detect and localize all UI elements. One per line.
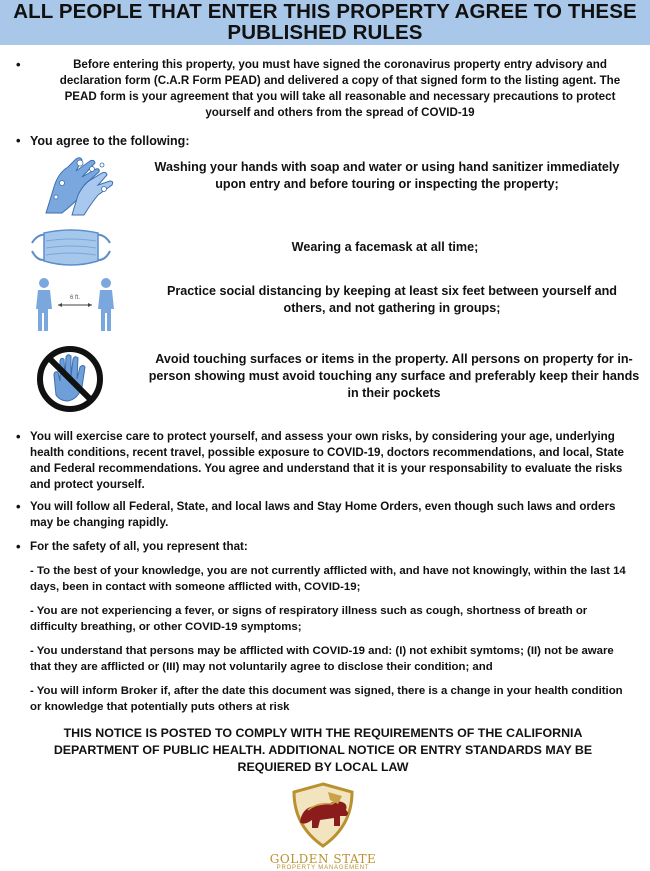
representation-item: - You understand that persons may be afflicted with COVID-19 and: (I) not exhibit symtoms; (II) not be aware that they are afflicted or (III) may not voluntarily agree to disclose their condition; and [30,645,614,673]
rule-text-mask: Wearing a facemask at all time; [291,240,479,254]
logo-name: GOLDEN STATE [269,852,377,866]
logo-subtitle: PROPERTY MANAGEMENT [276,865,370,871]
title-line-1: ALL PEOPLE THAT ENTER THIS PROPERTY AGREE TO THESE [13,0,637,23]
distance-label: 6 ft. [69,295,81,301]
facemask-icon [28,225,114,269]
washing-hands-icon [32,153,120,219]
bullet-assess-risk: • You will exercise care to protect yourself, and assess your own risks, by considering your age, underlying health conditions, recent travel, possible exposure to COVID-19, doctors recommendations, and local, State and Federal recommendations. You agree and understand that it is your responsability to evaluate the risks and protect yourself. [14,429,632,493]
rule-text-washing: Washing your hands with soap and water or using hand sanitizer immediately upon entry and before touring or inspecting the property; [154,160,620,191]
social-distancing-icon [34,277,118,333]
rule-row-no-touch [14,345,640,417]
page-header [0,0,650,45]
title-line-2: PUBLISHED RULES [227,21,423,44]
intro-paragraph: • Before entering this property, you must have signed the coronavirus property entry advisory and declaration form (C.A.R Form PEAD) and delivered a copy of that signed form to the listing agent. The PEAD form is your agreement that you will take all reasonable and necessary precautions to protect yourself and others from the spread of COVID-19 [14,57,632,121]
company-logo [14,782,632,871]
representation-item: - To the best of your knowledge, you are not currently afflicted with, and have not knowingly, within the last 14 days, been in contact with someone afflicted with, COVID-19; [30,565,626,593]
no-touching-icon [36,345,104,413]
bullet-safety: • For the safety of all, you represent that: [14,539,632,555]
bear-shield-logo [288,782,358,848]
rule-row-washing [14,153,632,219]
rule-row-mask [14,225,632,277]
representation-item: - You will inform Broker if, after the date this document was signed, there is a change in your health condition or knowledge that potentially puts others at risk [30,685,623,713]
bullet-follow-laws: • You will follow all Federal, State, and local laws and Stay Home Orders, even though such laws and orders may be changing rapidly. [14,499,632,531]
document-body [0,57,650,871]
representation-item: - You are not experiencing a fever, or signs of respiratory illness such as cough, shortness of breath or difficulty breathing, or other COVID-19 symptoms; [30,605,588,633]
notice-text: THIS NOTICE IS POSTED TO COMPLY WITH THE REQUIREMENTS OF THE CALIFORNIA DEPARTMENT OF PUBLIC HEALTH. ADDITIONAL NOTICE OR ENTRY STANDARDS MAY BE REQUIERED BY LOCAL LAW [53,726,593,774]
rule-text-no-touch: Avoid touching surfaces or items in the property. All persons on property for in-person showing must avoid touching any surface and preferably keep their hands in their pockets [148,352,640,400]
rule-row-distancing [14,277,632,337]
rule-text-distancing: Practice social distancing by keeping at least six feet between yourself and others, and not gathering in groups; [166,284,618,315]
agree-heading: • You agree to the following: [14,133,632,149]
